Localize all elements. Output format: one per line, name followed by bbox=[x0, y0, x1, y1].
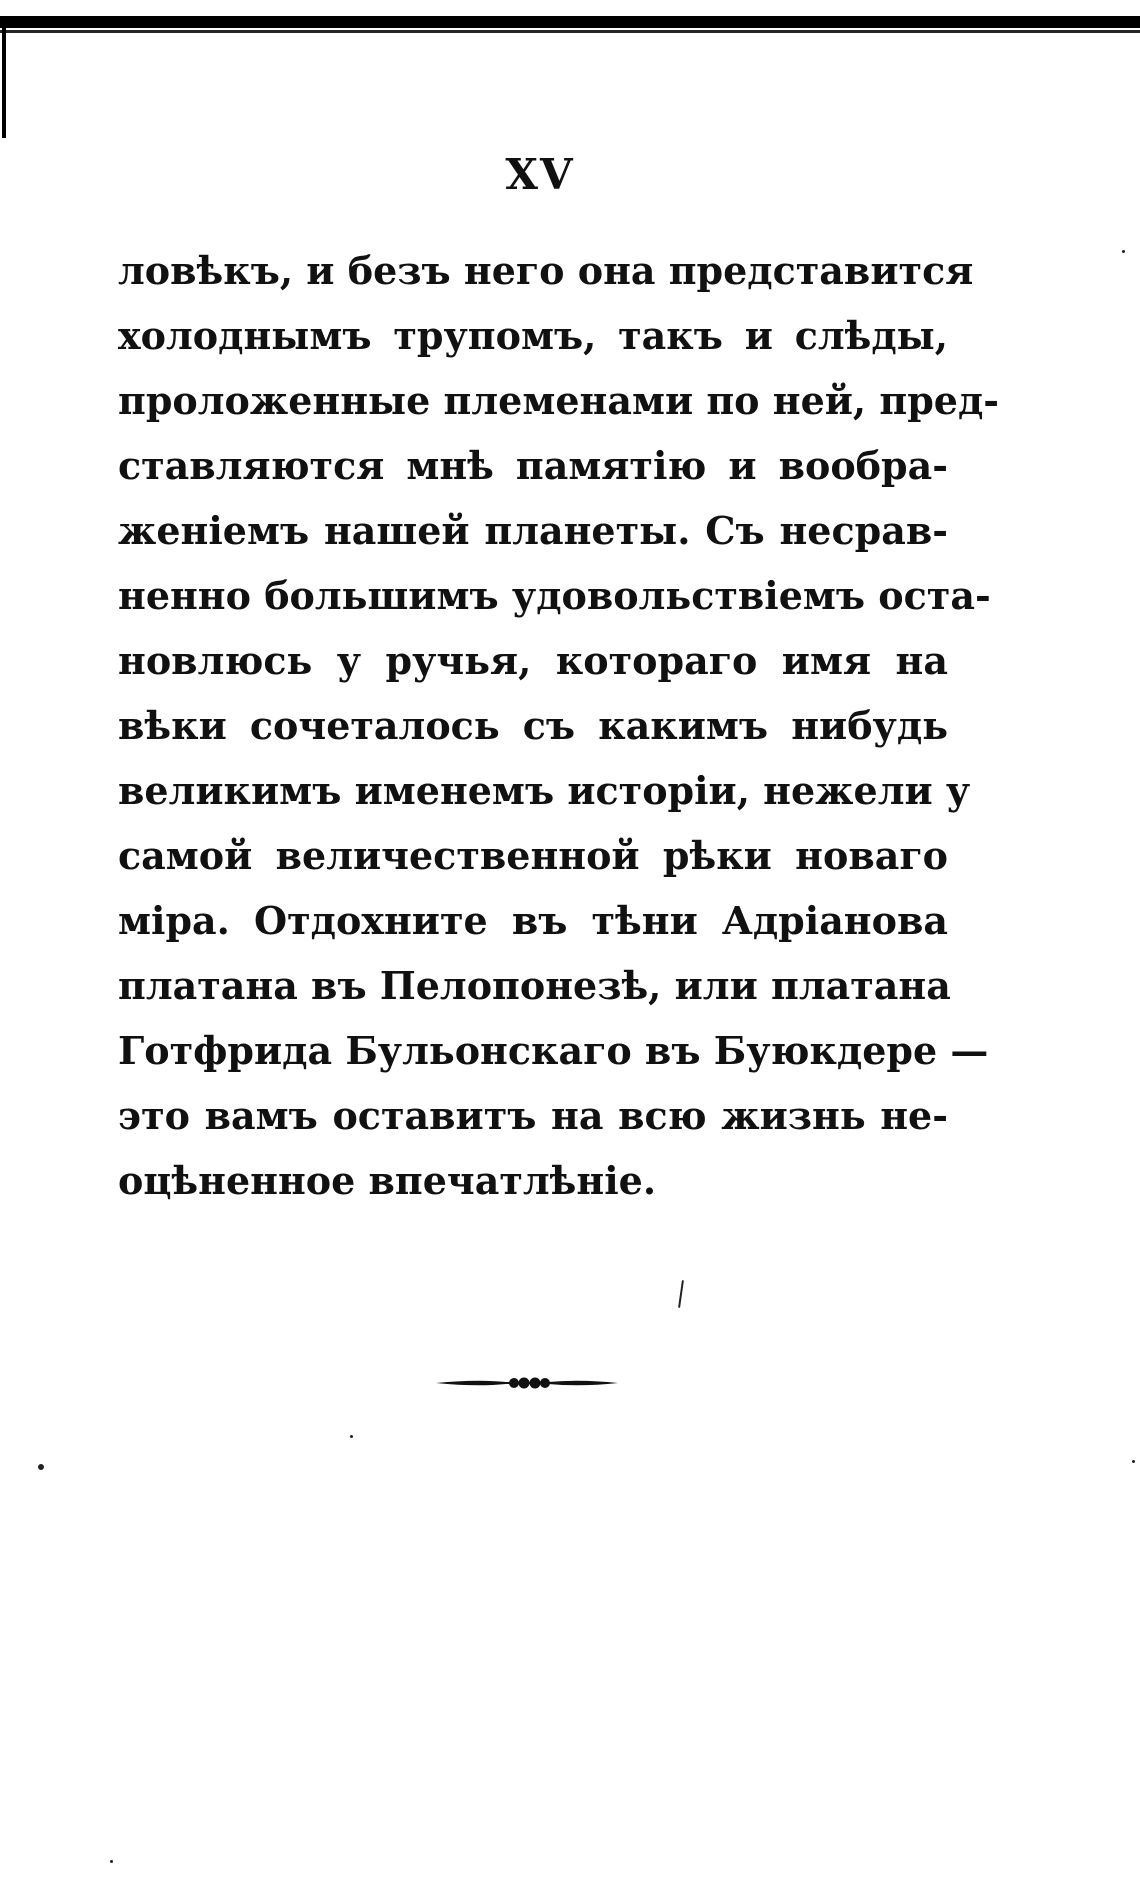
ornament-divider-icon bbox=[436, 1376, 618, 1390]
paper-speck bbox=[110, 1860, 113, 1863]
text-line: ненно большимъ удовольствіемъ оста- bbox=[118, 573, 991, 618]
text-line: ставляются мнѣ памятію и вообра- bbox=[118, 443, 948, 488]
text-line: это вамъ оставитъ на всю жизнь не- bbox=[118, 1093, 948, 1138]
text-line: проложенные племенами по ней, пред- bbox=[118, 378, 1000, 423]
paper-speck bbox=[1132, 1460, 1135, 1463]
text-line: Готфрида Бульонскаго въ Буюкдере — bbox=[118, 1028, 989, 1073]
text-line: великимъ именемъ исторіи, нежели у bbox=[118, 768, 971, 813]
body-text bbox=[118, 238, 1000, 1213]
paper-speck bbox=[1122, 250, 1125, 253]
page-number: XV bbox=[505, 150, 575, 199]
text-line: платана въ Пелопонезѣ, или платана bbox=[118, 963, 951, 1008]
text-line: новлюсь у ручья, котораго имя на bbox=[118, 638, 948, 683]
text-line: самой величественной рѣки новаго bbox=[118, 833, 948, 878]
text-line: холоднымъ трупомъ, такъ и слѣды, bbox=[118, 313, 948, 358]
top-border-rule bbox=[0, 16, 1140, 28]
text-line: вѣки сочеталось съ какимъ нибудь bbox=[118, 703, 948, 748]
paper-speck bbox=[678, 1280, 684, 1308]
left-page-edge bbox=[2, 28, 6, 138]
paper-speck bbox=[350, 1435, 353, 1438]
text-line: ловѣкъ, и безъ него она представится bbox=[118, 248, 974, 293]
paper-speck bbox=[38, 1464, 44, 1470]
top-border-rule-thin bbox=[0, 30, 1140, 33]
text-line: оцѣненное впечатлѣніе. bbox=[118, 1158, 657, 1203]
text-line: женіемъ нашей планеты. Съ несрав- bbox=[118, 508, 948, 553]
text-line: міра. Отдохните въ тѣни Адріанова bbox=[118, 898, 948, 943]
